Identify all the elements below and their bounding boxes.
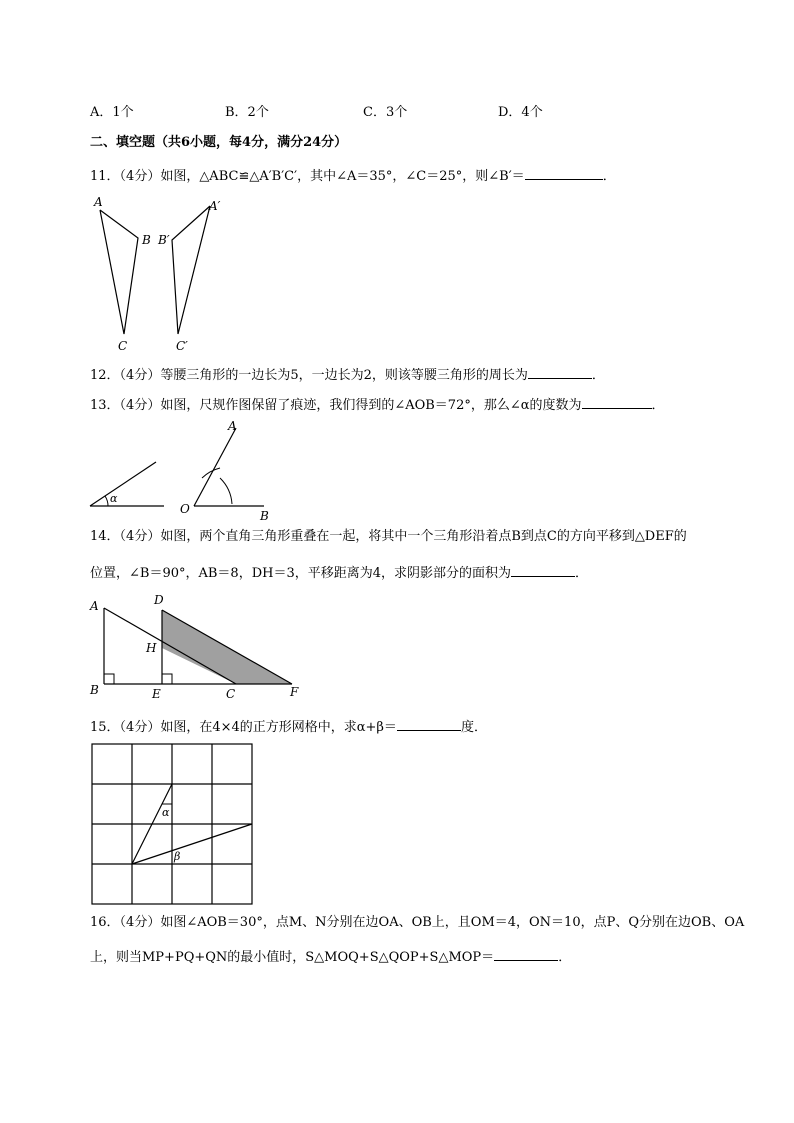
q13-text xyxy=(90,394,665,415)
q14-line1: 14．（4分）如图，两个直角三角形重叠在一起，将其中一个三角形沿着点B到点C的方向平移到△DEF的 xyxy=(90,529,687,544)
q13-arc-2 xyxy=(202,468,220,478)
q15-alpha-label: α xyxy=(162,806,170,819)
q15-grid-figure xyxy=(90,742,254,906)
q14-figure xyxy=(86,590,308,702)
q16-line2 xyxy=(90,946,571,967)
q11-label-c-prime: C′ xyxy=(176,339,188,353)
q13-label-a: A xyxy=(228,419,237,433)
q14-label-f: F xyxy=(290,685,299,699)
q13-label-o: O xyxy=(180,502,190,516)
q12-text xyxy=(90,364,605,385)
q15-segment-2 xyxy=(132,824,252,864)
q14-label-c: C xyxy=(226,687,236,701)
q16-question: 上，则当MP+PQ+QN的最小值时，S△MOQ+S△QOP+S△MOP＝ xyxy=(90,950,495,965)
q13-figure xyxy=(86,418,276,524)
choice-b: B．2个 xyxy=(225,105,269,120)
q14-label-b: B xyxy=(90,683,99,697)
choice-a: A．1个 xyxy=(90,105,134,120)
q14-end: ． xyxy=(575,566,589,581)
q14-question: 位置，∠B＝90°，AB＝8，DH＝3，平移距离为4，求阴影部分的面积为 xyxy=(90,566,512,581)
q16-line1: 16．（4分）如图∠AOB＝30°，点M、N分别在边OA、OB上，且OM＝4，ON＝10，点P、Q分别在边OB、OA xyxy=(90,915,745,930)
q11-figure xyxy=(88,192,238,354)
q13-arc-1 xyxy=(220,478,232,504)
q11-triangle-abc-prime xyxy=(172,206,210,334)
q13-answer-blank xyxy=(582,394,652,409)
q11-question: 11．（4分）如图，△ABC≌△A′B′C′，其中∠A＝35°，∠C＝25°，则∠B′＝ xyxy=(90,169,525,184)
q16-answer-blank xyxy=(494,946,558,961)
q12-question: 12．（4分）等腰三角形的一边长为5，一边长为2，则该等腰三角形的周长为 xyxy=(90,368,528,383)
section-title: 二、填空题（共6小题，每4分，满分24分） xyxy=(90,135,348,150)
q14-label-d: D xyxy=(154,593,164,607)
q11-label-c: C xyxy=(118,339,128,353)
q14-label-h: H xyxy=(146,641,157,655)
q14-answer-blank xyxy=(511,562,575,577)
q15-answer-blank xyxy=(397,716,461,731)
q14-right-angle-b xyxy=(104,674,114,684)
q11-label-b: B xyxy=(142,233,151,247)
q14-label-e: E xyxy=(152,687,161,701)
q15-text xyxy=(90,716,487,737)
q13-alpha-arc xyxy=(105,496,108,506)
q12-answer-blank xyxy=(528,364,592,379)
q13-label-b: B xyxy=(260,509,269,523)
q11-triangle-abc xyxy=(100,210,138,334)
q13-alpha-ray-2 xyxy=(90,462,156,506)
choice-d: D．4个 xyxy=(498,105,543,120)
q12-end: ． xyxy=(591,368,605,383)
q11-end: ． xyxy=(602,169,616,184)
q14-right-angle-e xyxy=(162,674,172,684)
q13-question: 13．（4分）如图，尺规作图保留了痕迹，我们得到的∠AOB＝72°，那么∠α的度数为 xyxy=(90,398,582,413)
q15-beta-label: β xyxy=(174,850,181,863)
q14-line2 xyxy=(90,562,588,583)
q11-label-b-prime: B′ xyxy=(158,233,170,247)
q14-label-a: A xyxy=(90,599,99,613)
q11-label-a-prime: A′ xyxy=(209,199,221,213)
q16-end: ． xyxy=(558,950,572,965)
q15-grid xyxy=(92,744,252,904)
q15-end: 度． xyxy=(460,720,487,735)
q11-answer-blank xyxy=(525,165,603,180)
q13-end: ． xyxy=(651,398,665,413)
choice-c: C．3个 xyxy=(363,105,408,120)
q15-question: 15．（4分）如图，在4×4的正方形网格中，求α+β＝ xyxy=(90,720,397,735)
q11-label-a: A xyxy=(94,195,103,209)
q11-text xyxy=(90,165,616,186)
q13-alpha-label: α xyxy=(110,492,118,505)
